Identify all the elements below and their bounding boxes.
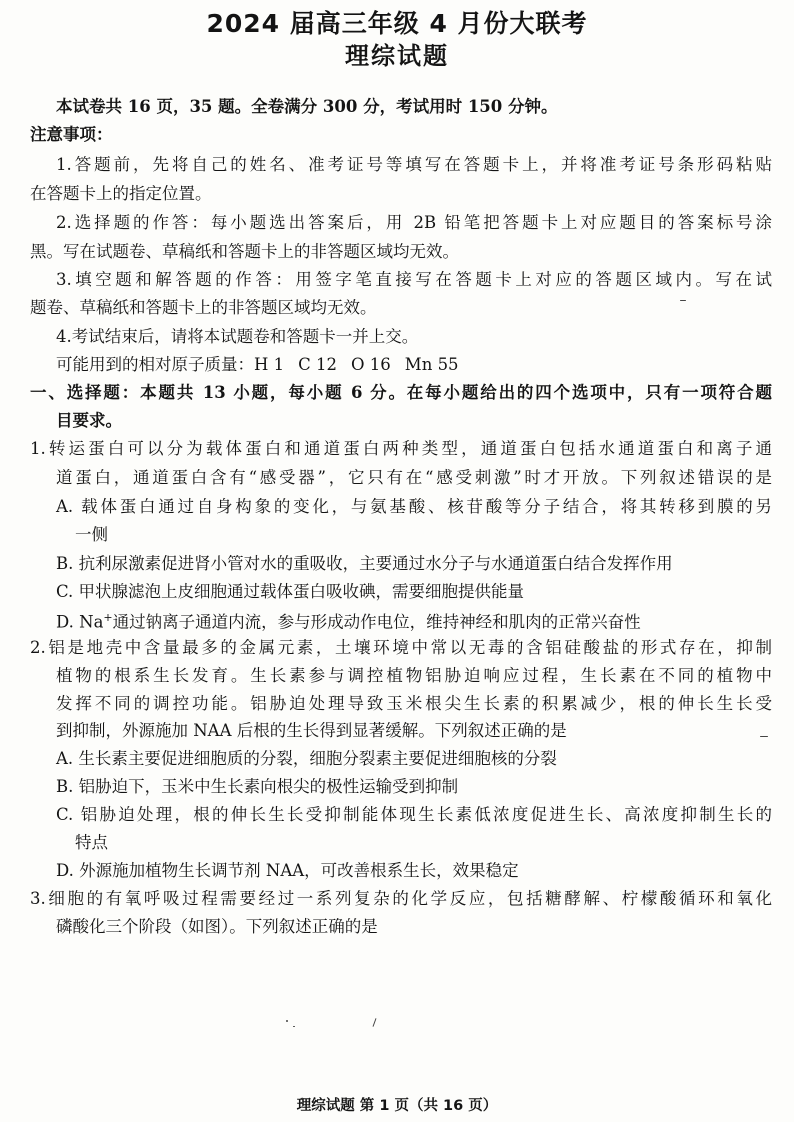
question-1-option-a-line-1: A. 载体蛋白通过自身构象的变化，与氨基酸、核苷酸等分子结合，将其转移到膜的另 [56, 497, 772, 516]
notice-heading: 注意事项： [30, 125, 113, 144]
question-3-stem-line-1: 3.细胞的有氧呼吸过程需要经过一系列复杂的化学反应，包括糖酵解、柠檬酸循环和氧化 [30, 889, 772, 908]
atomic-mass-c: C 12 [298, 355, 338, 374]
question-3-stem-line-2: 磷酸化三个阶段（如图）。下列叙述正确的是 [56, 917, 378, 936]
question-1-option-d [56, 612, 641, 631]
question-1-option-d-post: 通过钠离子通道内流，参与形成动作电位，维持神经和肌肉的正常兴奋性 [112, 612, 641, 632]
question-2-option-b: B. 铝胁迫下，玉米中生长素向根尖的极性运输受到抑制 [56, 777, 459, 796]
exam-title: 2024 届高三年级 4 月份大联考 [206, 9, 588, 38]
atomic-masses-line [56, 357, 473, 374]
question-2-option-a: A. 生长素主要促进细胞质的分裂，细胞分裂素主要促进细胞核的分裂 [56, 749, 557, 768]
question-2-stem-line-3: 发挥不同的调控功能。铝胁迫处理导致玉米根尖生长素的积累减少，根的伸长生长受 [56, 694, 772, 713]
question-2-stem-line-1: 2.铝是地壳中含量最多的金属元素，土壤环境中常以无毒的含铝硅酸盐的形式存在，抑制 [30, 638, 772, 657]
notice-item-1-line-1: 1.答题前，先将自己的姓名、准考证号等填写在答题卡上，并将准考证号条形码粘贴 [56, 155, 772, 174]
section-heading-line-1: 一、选择题：本题共 13 小题，每小题 6 分。在每小题给出的四个选项中，只有一项符合题 [30, 383, 772, 402]
section-heading-line-2: 目要求。 [56, 411, 122, 430]
sodium-charge: + [103, 611, 113, 624]
notice-item-2-line-2: 黑。写在试题卷、草稿纸和答题卡上的非答题区域均无效。 [30, 242, 459, 261]
notice-item-2-line-1: 2.选择题的作答：每小题选出答案后，用 2B 铅笔把答题卡上对应题目的答案标号涂 [56, 213, 772, 232]
atomic-mass-h: H 1 [254, 355, 285, 374]
exam-subtitle: 理综试题 [345, 42, 449, 70]
notice-item-4: 4.考试结束后，请将本试题卷和答题卡一并上交。 [56, 327, 419, 346]
question-1-option-a-line-2: 一侧 [75, 525, 108, 544]
question-2-option-c-line-2: 特点 [75, 833, 108, 852]
question-1-option-c: C. 甲状腺滤泡上皮细胞通过载体蛋白吸收碘，需要细胞提供能量 [56, 582, 525, 601]
question-2-stem-line-4: 到抑制，外源施加 NAA 后根的生长得到显著缓解。下列叙述正确的是 [56, 721, 567, 740]
question-1-option-b: B. 抗利尿激素促进肾小管对水的重吸收，主要通过水分子与水通道蛋白结合发挥作用 [56, 554, 673, 573]
question-1-stem-line-2: 道蛋白，通道蛋白含有“感受器”，它只有在“感受刺激”时才开放。下列叙述错误的是 [56, 468, 772, 487]
atomic-mass-o: O 16 [351, 355, 391, 374]
notice-item-3-line-2: 题卷、草稿纸和答题卡上的非答题区域均无效。 [30, 298, 377, 317]
exam-intro: 本试卷共 16 页，35 题。全卷满分 300 分，考试用时 150 分钟。 [56, 97, 558, 116]
question-1-stem-line-1: 1.转运蛋白可以分为载体蛋白和通道蛋白两种类型，通道蛋白包括水通道蛋白和离子通 [30, 439, 772, 458]
question-2-option-c-line-1: C. 铝胁迫处理，根的伸长生长受抑制能体现生长素低浓度促进生长、高浓度抑制生长的 [56, 805, 772, 824]
notice-item-1-line-2: 在答题卡上的指定位置。 [30, 184, 212, 203]
atomic-masses-label: 可能用到的相对原子质量： [56, 355, 254, 374]
notice-item-3-line-1: 3.填空题和解答题的作答：用签字笔直接写在答题卡上对应的答题区域内。写在试 [56, 270, 772, 289]
page-footer: 理综试题 第 1 页（共 16 页） [296, 1098, 498, 1114]
question-2-option-d: D. 外源施加植物生长调节剂 NAA，可改善根系生长，效果稳定 [56, 861, 519, 880]
question-2-stem-line-2: 植物的根系生长发育。生长素参与调控植物铝胁迫响应过程，生长素在不同的植物中 [56, 666, 772, 685]
question-1-option-d-pre: D. Na [56, 612, 104, 632]
atomic-mass-mn: Mn 55 [404, 355, 459, 374]
